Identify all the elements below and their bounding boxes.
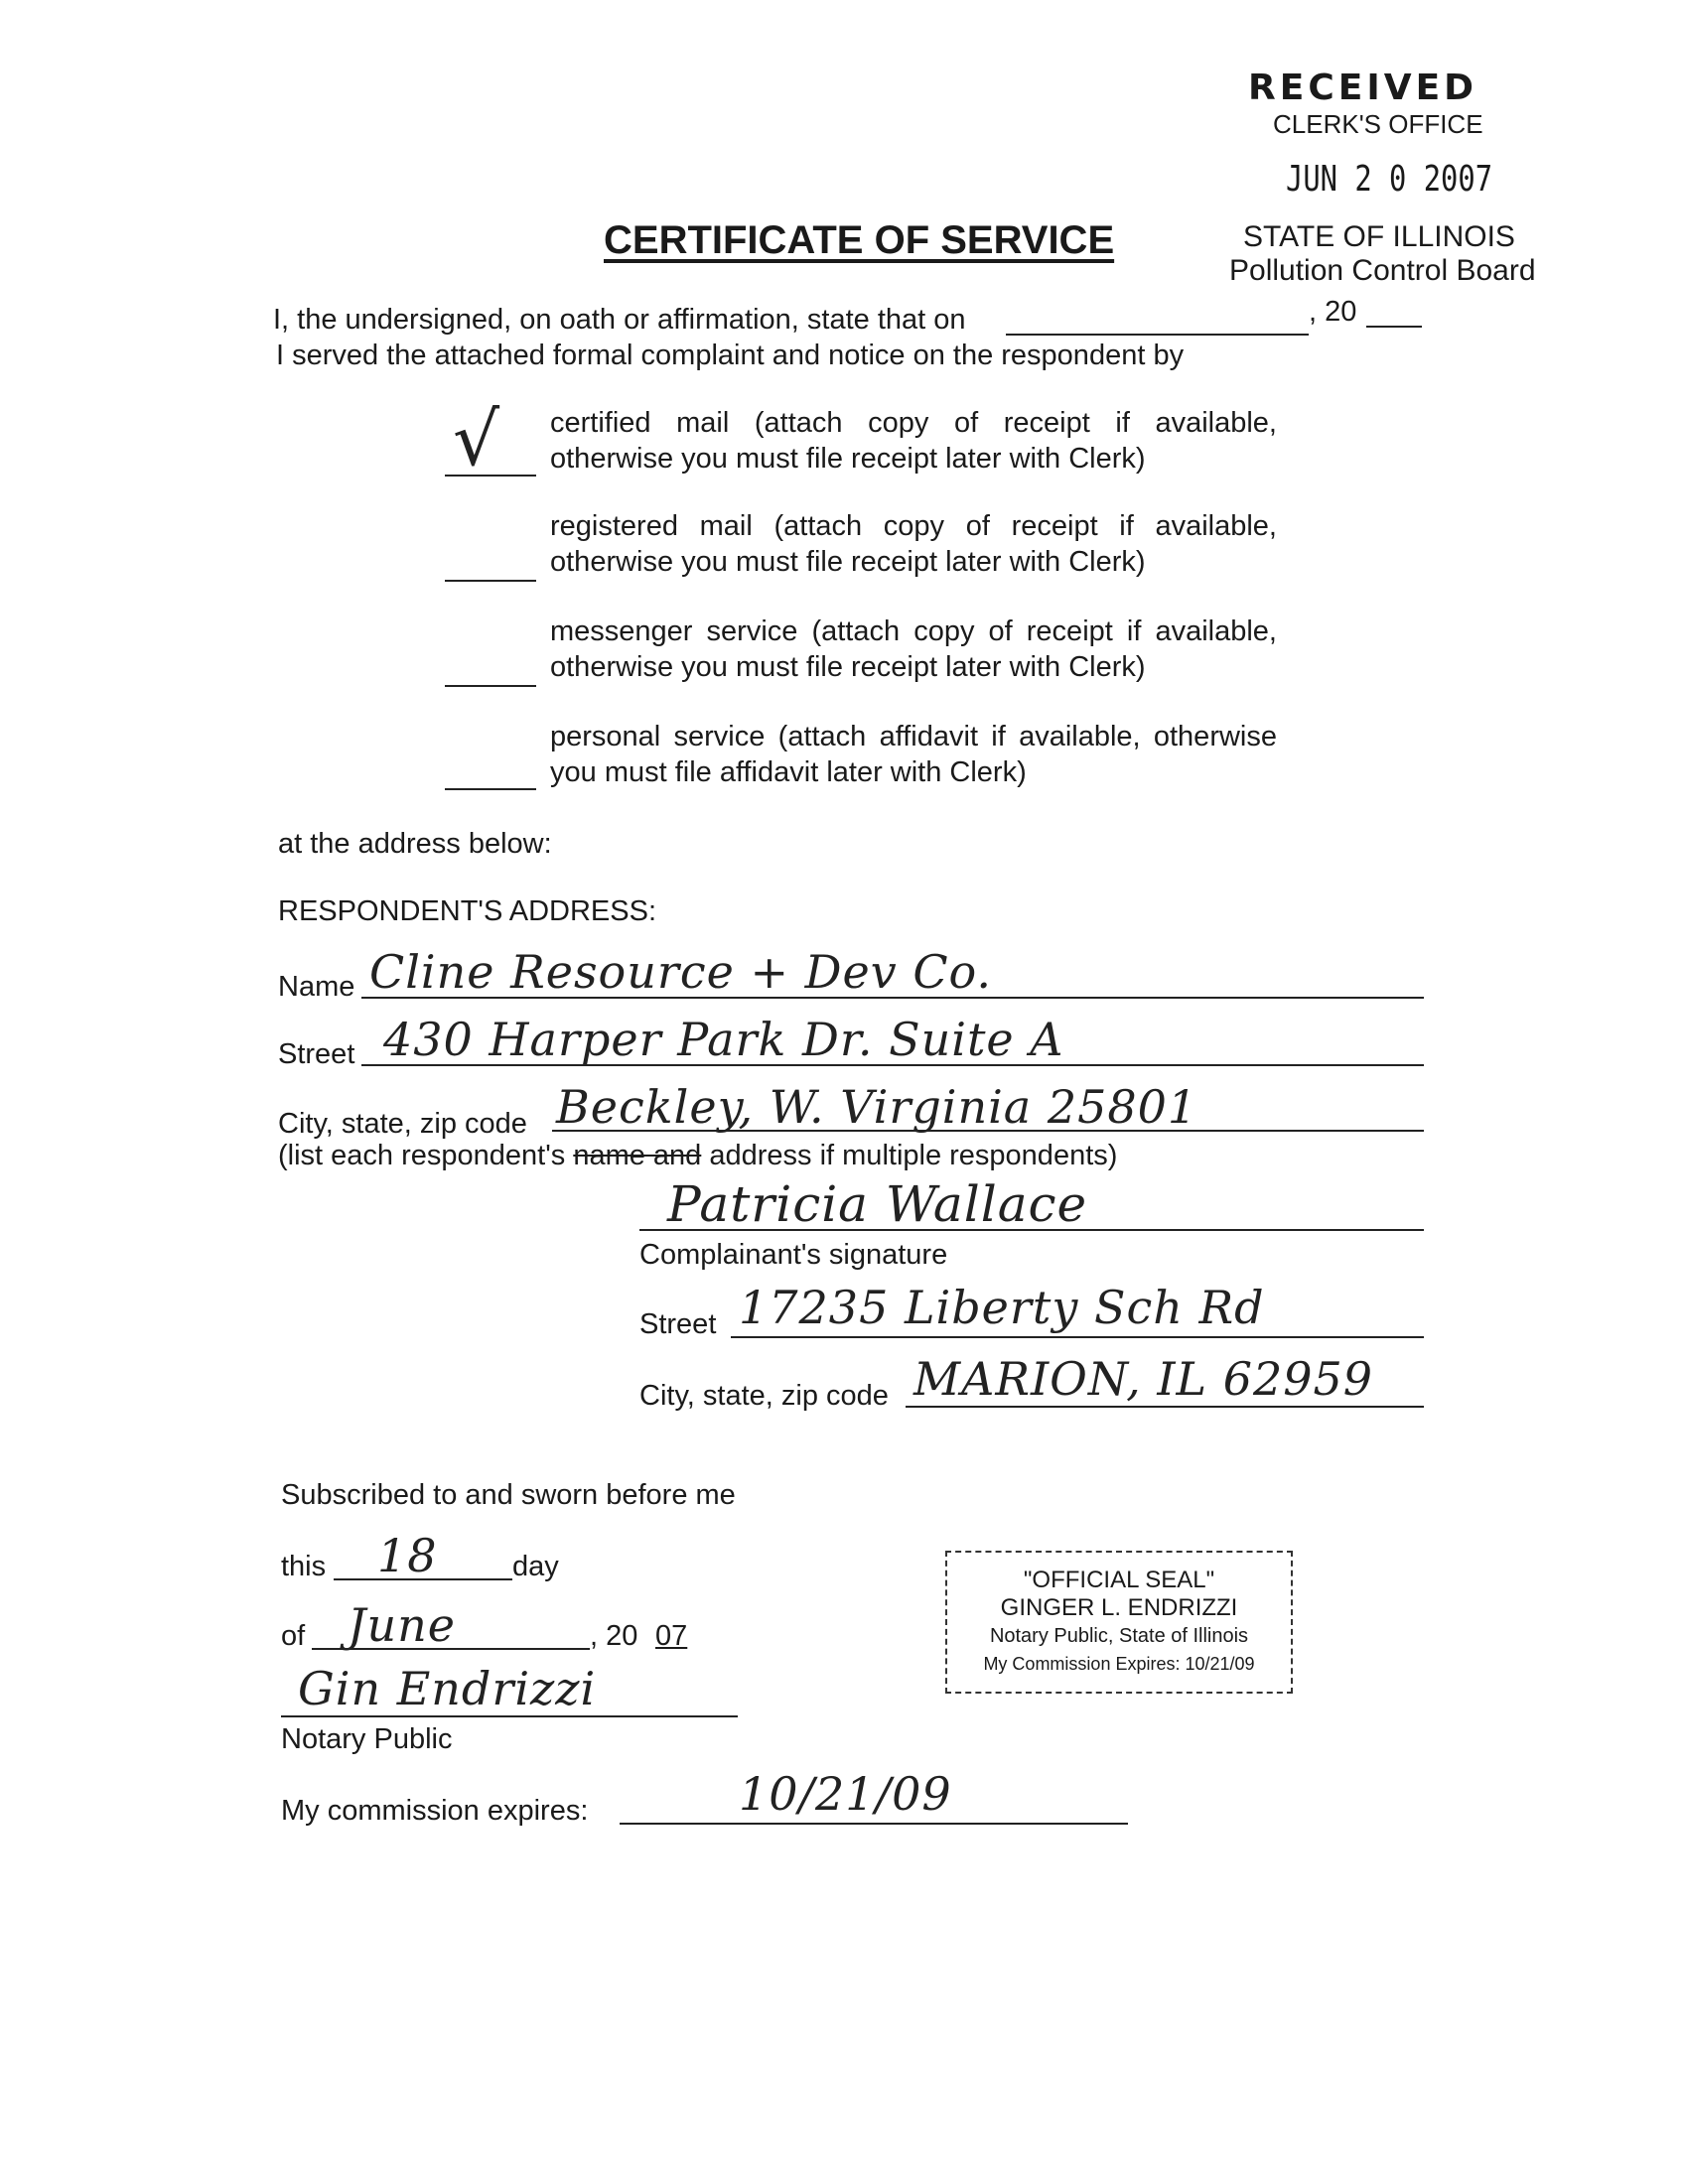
- name-label: Name: [278, 971, 355, 1003]
- respondent-heading: RESPONDENT'S ADDRESS:: [278, 895, 657, 927]
- option-text: certified mail (attach copy of receipt if available, otherwise you must file receipt later with Clerk): [550, 407, 1277, 475]
- seal-title: "OFFICIAL SEAL": [1023, 1567, 1215, 1593]
- commission-label: My commission expires:: [281, 1795, 589, 1827]
- complainant-street-underline: [731, 1336, 1424, 1338]
- seal-expiry: My Commission Expires: 10/21/09: [983, 1654, 1255, 1674]
- clerks-office-label: CLERK'S OFFICE: [1273, 109, 1483, 139]
- commission-value[interactable]: 10/21/09: [739, 1767, 952, 1821]
- statement-line-2: I served the attached formal complaint and notice on the respondent by: [276, 340, 1185, 371]
- statement-line-1: I, the undersigned, on oath or affirmation, state that on: [273, 304, 966, 336]
- subscribed-text: Subscribed to and sworn before me: [281, 1479, 736, 1511]
- respondent-city-value[interactable]: Beckley, W. Virginia 25801: [556, 1080, 1198, 1134]
- respondent-name-value[interactable]: Cline Resource + Dev Co.: [369, 945, 993, 999]
- complainant-street-label: Street: [639, 1308, 717, 1340]
- option-text: registered mail (attach copy of receipt if available, otherwise you must file receipt later with Clerk): [550, 510, 1277, 578]
- street-label: Street: [278, 1038, 355, 1070]
- respondent-note: [278, 1140, 1117, 1172]
- this-label: this: [281, 1551, 327, 1582]
- month-value[interactable]: June: [348, 1598, 456, 1652]
- commission-underline: [620, 1823, 1128, 1825]
- state-label: STATE OF ILLINOIS: [1243, 220, 1515, 253]
- address-intro: at the address below:: [278, 828, 552, 860]
- note-struck: name and: [573, 1140, 702, 1171]
- option-blank[interactable]: [445, 580, 536, 582]
- option-text: personal service (attach affidavit if available, otherwise you must file affidavit later with Clerk): [550, 721, 1277, 788]
- year-prefix: , 20: [1309, 296, 1357, 328]
- service-date-field[interactable]: [1006, 334, 1309, 336]
- day-label: day: [512, 1551, 559, 1582]
- note-prefix: (list each respondent's: [278, 1140, 574, 1171]
- option-blank[interactable]: [445, 685, 536, 687]
- note-suffix: address if multiple respondents): [701, 1140, 1118, 1171]
- notary-signature-value[interactable]: Gin Endrizzi: [298, 1662, 597, 1715]
- check-mark-icon: √: [453, 397, 501, 482]
- official-seal: [945, 1551, 1293, 1694]
- city-label: City, state, zip code: [278, 1108, 527, 1140]
- notary-year-prefix: , 20: [590, 1620, 638, 1652]
- respondent-street-value[interactable]: 430 Harper Park Dr. Suite A: [383, 1013, 1064, 1066]
- option-text: messenger service (attach copy of receipt if available, otherwise you must file receipt later with Clerk): [550, 615, 1277, 683]
- complainant-street-value[interactable]: 17235 Liberty Sch Rd: [739, 1281, 1265, 1334]
- complainant-city-label: City, state, zip code: [639, 1380, 889, 1412]
- of-label: of: [281, 1620, 306, 1652]
- received-date: JUN 2 0 2007: [1286, 159, 1493, 200]
- notary-public-label: Notary Public: [281, 1723, 453, 1755]
- seal-state: Notary Public, State of Illinois: [989, 1625, 1249, 1647]
- notary-year-value[interactable]: 07: [655, 1620, 688, 1652]
- complainant-city-value[interactable]: MARION, IL 62959: [913, 1352, 1374, 1406]
- day-value[interactable]: 18: [377, 1529, 438, 1582]
- complainant-signature-value[interactable]: Patricia Wallace: [667, 1175, 1088, 1233]
- complainant-city-underline: [906, 1406, 1424, 1408]
- option-blank[interactable]: [445, 788, 536, 790]
- notary-signature-underline: [281, 1715, 738, 1717]
- complainant-signature-label: Complainant's signature: [639, 1239, 948, 1271]
- document-title: CERTIFICATE OF SERVICE: [604, 218, 1115, 262]
- board-label: Pollution Control Board: [1229, 254, 1536, 287]
- service-year-field[interactable]: [1366, 326, 1422, 328]
- seal-notary-name: GINGER L. ENDRIZZI: [1000, 1594, 1238, 1621]
- received-stamp: RECEIVED: [1248, 68, 1478, 108]
